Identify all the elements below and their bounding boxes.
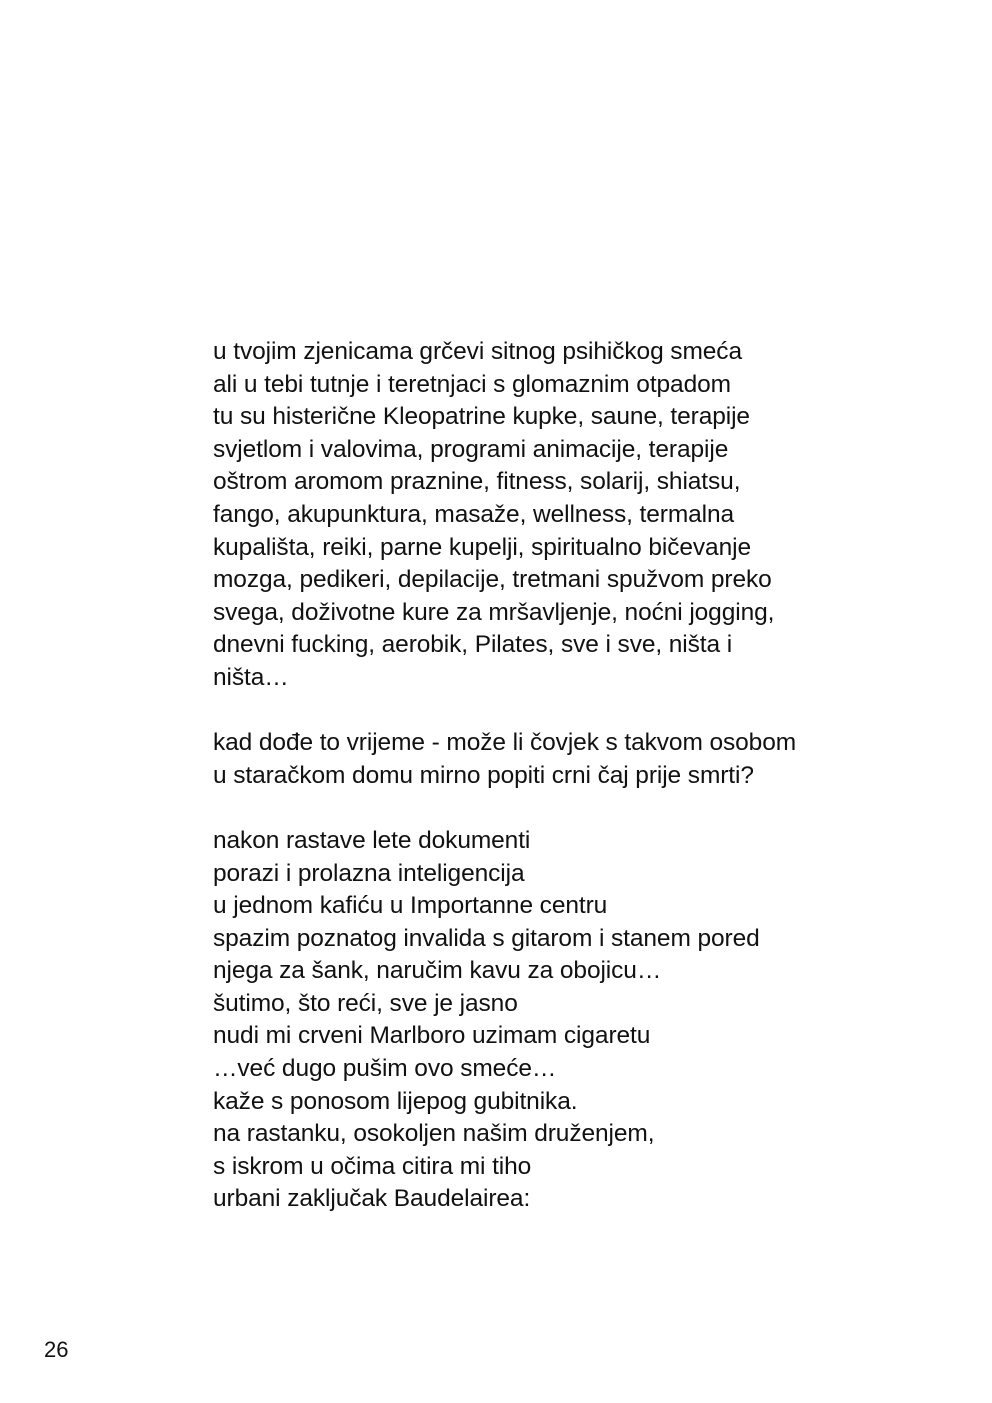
poem-line: urbani zaključak Baudelairea: [213,1185,531,1213]
poem-line: oštrom aromom praznine, fitness, solarij, shiatsu, [213,468,741,496]
stanza-3 [213,825,933,1216]
stanza-1 [213,336,933,695]
poem-line: kaže s ponosom lijepog gubitnika. [213,1087,578,1115]
poem-line: svega, doživotne kure za mršavljenje, noćni jogging, [213,598,775,626]
poem-line: …već dugo pušim ovo smeće… [213,1055,557,1083]
poem-body [213,336,933,1249]
poem-line: u tvojim zjenicama grčevi sitnog psihičkog smeća [213,338,742,365]
poem-line: kupališta, reiki, parne kupelji, spiritualno bičevanje [213,533,751,561]
stanza-2 [213,727,933,792]
poem-line: šutimo, što reći, sve je jasno [213,989,518,1017]
poem-line: u staračkom domu mirno popiti crni čaj prije smrti? [213,761,754,789]
poem-line: dnevni fucking, aerobik, Pilates, sve i sve, ništa i [213,631,733,659]
poem-line: ali u tebi tutnje i teretnjaci s glomaznim otpadom [213,370,731,398]
poem-line: s iskrom u očima citira mi tiho [213,1152,532,1180]
poem-line: porazi i prolazna inteligencija [213,859,525,887]
poem-line: na rastanku, osokoljen našim druženjem, [213,1120,655,1148]
poem-line: tu su histerične Kleopatrine kupke, saune, terapije [213,403,750,431]
poem-line: nakon rastave lete dokumenti [213,826,531,854]
poem-line: mozga, pedikeri, depilacije, tretmani spužvom preko [213,566,772,594]
poem-line: svjetlom i valovima, programi animacije, terapije [213,435,729,463]
poem-line: u jednom kafiću u Importanne centru [213,892,608,920]
poem-line: nudi mi crveni Marlboro uzimam cigaretu [213,1022,651,1050]
poem-line: fango, akupunktura, masaže, wellness, termalna [213,500,735,528]
poem-line: spazim poznatog invalida s gitarom i stanem pored [213,924,760,952]
poem-line: njega za šank, naručim kavu za obojicu… [213,957,662,985]
poem-line: kad dođe to vrijeme - može li čovjek s takvom osobom [213,729,797,757]
poem-line: ništa… [213,663,289,691]
page-number: 26 [44,1337,69,1362]
